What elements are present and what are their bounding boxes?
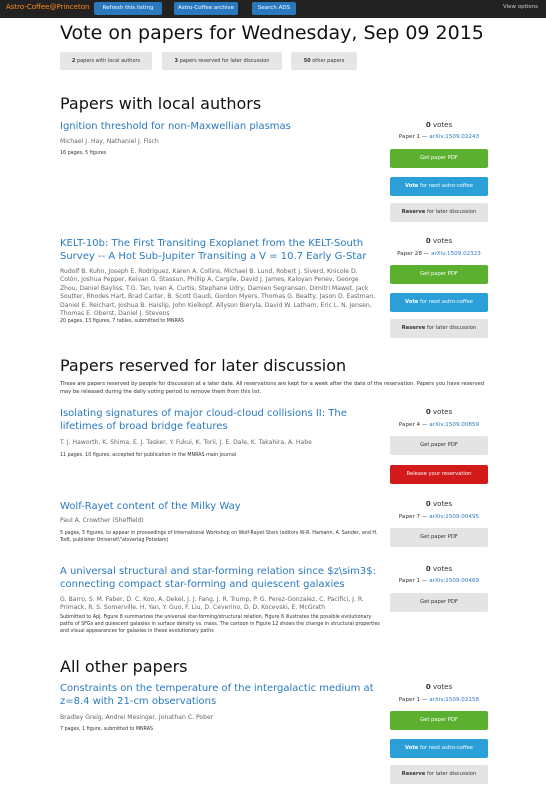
get-pdf-button[interactable]: Get paper PDF — [390, 711, 488, 730]
top-navbar — [0, 0, 546, 18]
reserve-button[interactable]: Reserve for later discussion — [390, 765, 488, 784]
refresh-listing-button[interactable]: Refresh this listing — [94, 2, 162, 15]
vote-count: 0 votes — [425, 565, 453, 573]
reserve-button[interactable]: Reserve for later discussion — [390, 203, 488, 222]
vote-count: 0 votes — [425, 121, 453, 129]
arxiv-link[interactable]: arXiv:1509.02158 — [429, 697, 480, 703]
vote-button[interactable]: Vote for next astro-coffee — [390, 739, 488, 758]
brand-link[interactable]: Astro-Coffee@Princeton — [6, 3, 90, 11]
arxiv-link[interactable]: arXiv:1509.02243 — [429, 134, 480, 140]
paper-title[interactable]: Wolf-Rayet content of the Milky Way — [60, 501, 241, 512]
archive-button[interactable]: Astro-Coffee archive — [174, 2, 238, 15]
stat-reserved[interactable]: 3 papers reserved for later discussion — [162, 52, 282, 70]
paper-meta: Submitted to ApJ. Figure 8 summarizes the universal star-forming/structural relation. Figure 6 illustrates the possible evolutionary paths of SFGs and quiescent galaxies in surface density vs. mass. The cartoon in Figure 12 shows the change in structural properties and visual appearances for galaxies in these evolutionary paths — [60, 615, 380, 635]
paper-id: Paper 1 — arXiv:1509.00469 — [398, 578, 480, 584]
get-pdf-button[interactable]: Get paper PDF — [390, 593, 488, 612]
page-title: Vote on papers for Wednesday, Sep 09 2015 — [60, 22, 484, 44]
vote-count: 0 votes — [425, 683, 453, 691]
paper-id: Paper 7 — arXiv:1509.00495 — [398, 514, 480, 520]
paper-meta: 5 pages, 5 figures, to appear in proceedings of International Workshop on Wolf-Rayet Stars (editors W-R. Hamann, A. Sander, and H. Todt, publisher Universit\"atsverlag Potsdam) — [60, 531, 378, 544]
vote-count: 0 votes — [425, 408, 453, 416]
vote-count: 0 votes — [425, 237, 453, 245]
paper-authors: Bradley Greig, Andrei Mesinger, Jonathan C. Pober — [60, 714, 214, 721]
section-heading-reserved: Papers reserved for later discussion — [60, 356, 347, 375]
paper-authors: Rudolf B. Kuhn, Joseph E. Rodriguez, Karen A. Collins, Michael B. Lund, Robert J. Siverd, Knicole D. Colón, Joshua Pepper, Keivan G. Stassun, Phillip A. Cargile, David J. James, Kaloyan Penev, George Zhou, Daniel Bayliss, T.G. Tan, Ivan A. Curtis, Stephane Udry, Damien Segransan, Dimitri Mawet, Jack Soutter, Rhodes Hart, Brad Carter, B. Scott Gaudi, Gordon Myers, Thomas G. Beatty, Jason D. Eastman, Daniel E. Reichart, Joshua B. Haislip, John Kielkopf, Allyson Bieryla, David W. Latham, Eric L. N. Jensen, Thomas E. Oberst, Daniel J. Stevens — [60, 268, 376, 318]
arxiv-link[interactable]: arXiv:1509.00495 — [429, 514, 480, 520]
paper-authors: Paul A. Crowther (Sheffield) — [60, 517, 144, 524]
release-reservation-button[interactable]: Release your reservation — [390, 465, 488, 484]
section-heading-other: All other papers — [60, 657, 188, 676]
view-options-link[interactable]: View options — [502, 4, 538, 10]
paper-authors: T. J. Haworth, K. Shima, E. J. Tasker, Y. Fukui, K. Torii, J. E. Dale, K. Takahira, A. Habe — [60, 439, 312, 446]
get-pdf-button[interactable]: Get paper PDF — [390, 149, 488, 168]
vote-button[interactable]: Vote for next astro-coffee — [390, 293, 488, 312]
reserved-intro: These are papers reserved by people for discussion at a later date. All reservations are kept for a week after the date of the reservation. Papers you have reserved may be released during the daily voting period to remove them from this list. — [60, 381, 485, 396]
paper-meta: 20 pages, 13 figures, 7 tables, submitted to MNRAS — [60, 319, 184, 324]
paper-meta: 16 pages, 5 figures — [60, 151, 107, 156]
section-heading-local: Papers with local authors — [60, 94, 262, 113]
paper-title[interactable]: Ignition threshold for non-Maxwellian plasmas — [60, 121, 291, 132]
paper-meta: 7 pages, 1 figure, submitted to MNRAS — [60, 727, 154, 732]
paper-title[interactable]: Constraints on the temperature of the intergalactic medium at z=8.4 with 21-cm observations — [60, 683, 374, 707]
paper-authors: Michael J. Hay, Nathaniel J. Fisch — [60, 138, 159, 145]
arxiv-link[interactable]: arXiv:1509.02323 — [431, 251, 481, 257]
paper-title[interactable]: A universal structural and star-forming relation since $z\sim3$: connecting compact star-forming and quiescent galaxies — [60, 566, 377, 590]
paper-title[interactable]: Isolating signatures of major cloud-cloud collisions II: The lifetimes of broad bridge features — [60, 408, 347, 432]
paper-authors: G. Barro, S. M. Faber, D. C. Koo, A. Dekel, J. J. Fang, J. R. Trump, P. G. Perez-Gonzalez, C. Pacifici, J. R. Primack, R. S. Somerville, H. Yan, Y. Guo, F. Liu, D. Ceverino, D. D. Kocevski, E. McGrath — [60, 596, 364, 612]
paper-id: Paper 1 — arXiv:1509.02243 — [398, 134, 480, 140]
paper-id: Paper 1 — arXiv:1509.02158 — [398, 697, 480, 703]
arxiv-link[interactable]: arXiv:1509.00859 — [429, 422, 480, 428]
get-pdf-button[interactable]: Get paper PDF — [390, 265, 488, 284]
arxiv-link[interactable]: arXiv:1509.00469 — [429, 578, 480, 584]
paper-title[interactable]: KELT-10b: The First Transiting Exoplanet from the KELT-South Survey -- A Hot Sub-Jupiter Transiting a V = 10.7 Early G-Star — [60, 238, 367, 262]
stat-local[interactable]: 2 papers with local authors — [60, 52, 152, 70]
reserve-button[interactable]: Reserve for later discussion — [390, 319, 488, 338]
stat-other[interactable]: 50 other papers — [291, 52, 357, 70]
get-pdf-button[interactable]: Get paper PDF — [390, 436, 488, 455]
get-pdf-button[interactable]: Get paper PDF — [390, 528, 488, 547]
paper-meta: 11 pages, 10 figures, accepted for publication in the MNRAS main journal — [60, 453, 237, 458]
vote-button[interactable]: Vote for next astro-coffee — [390, 177, 488, 196]
vote-count: 0 votes — [425, 500, 453, 508]
search-ads-button[interactable]: Search ADS — [252, 2, 296, 15]
paper-id: Paper 4 — arXiv:1509.00859 — [398, 422, 480, 428]
paper-id: Paper 28 — arXiv:1509.02323 — [397, 251, 481, 257]
